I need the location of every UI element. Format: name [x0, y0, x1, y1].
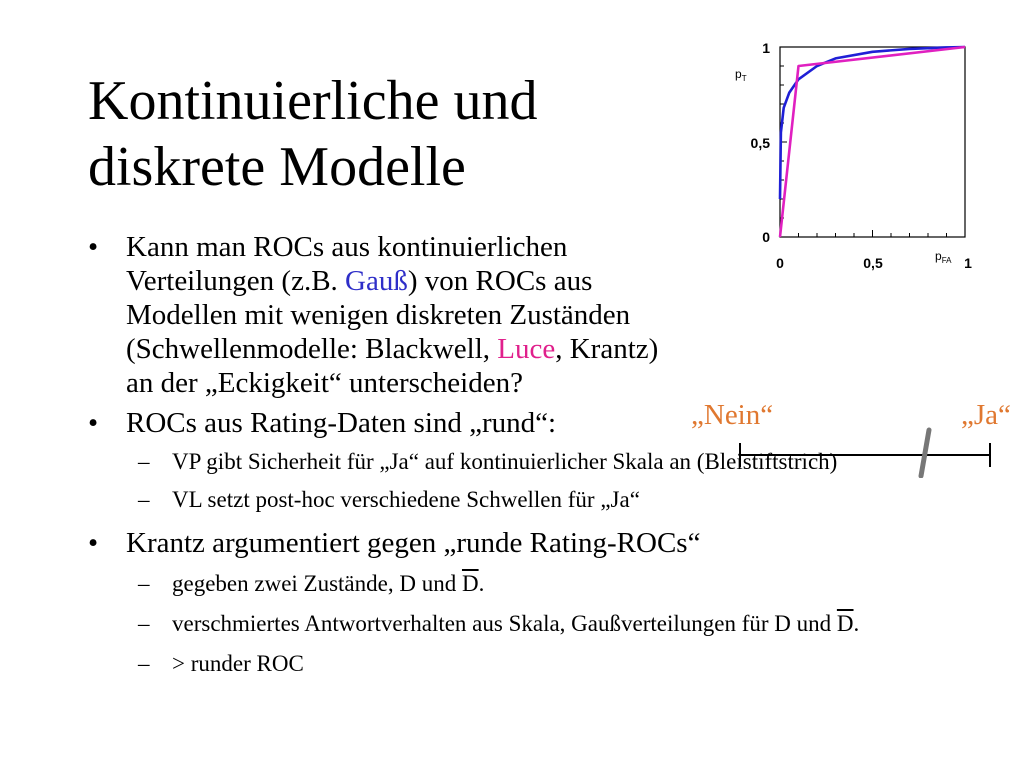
sub-dash: –: [138, 651, 150, 676]
bullet-dot: •: [88, 231, 99, 263]
bullet-3-text: Krantz argumentiert gegen „runde Rating-ROCs“: [126, 527, 701, 559]
bullet-3-sub-2-pre: verschmiertes Antwortverhalten aus Skala, Gaußverteilungen für D und: [172, 611, 837, 636]
chart-ticks: [780, 47, 965, 237]
bullet-1-line-4: [126, 332, 988, 366]
bullet-1-line-2-pre: Verteilungen (z.B.: [126, 265, 346, 297]
bullet-3: [88, 526, 988, 560]
bullet-3-sub-1: [88, 570, 988, 598]
y-axis-label-main: p: [735, 67, 742, 81]
bullet-3-sub-2-post: .: [853, 611, 860, 636]
bullet-1-line-4-post: , Krantz): [555, 333, 659, 365]
sub-dash: –: [138, 449, 150, 474]
scale-label-nein: „Nein“: [691, 399, 774, 431]
bullet-3-sub-2: [88, 610, 988, 638]
chart-series: [780, 47, 965, 237]
slide-title: [88, 68, 537, 200]
title-line-1: Kontinuierliche und: [88, 70, 538, 132]
pencil-mark: [921, 430, 929, 476]
scale-graphic: [680, 398, 1020, 478]
rating-scale: [680, 398, 1020, 478]
bullet-1-line-3: Modellen mit wenigen diskreten Zuständen: [126, 299, 631, 331]
x-tick-label-1: 1: [964, 255, 972, 271]
x-tick-label-0: 0: [776, 255, 784, 271]
gauss-term: Gauß: [345, 265, 408, 297]
bullet-3-sub-1-pre: gegeben zwei Zustände, D und: [172, 571, 462, 596]
d-bar-symbol: $\overline{D}$: [461, 571, 479, 596]
bullet-dot: •: [88, 407, 99, 439]
y-axis-label: [735, 67, 747, 83]
bullet-2-sub-2-text: VL setzt post-hoc verschiedene Schwellen für „Ja“: [172, 487, 640, 512]
x-axis-label-main: p: [935, 249, 942, 263]
bullet-1-line-1: Kann man ROCs aus kontinuierlichen: [126, 231, 568, 263]
luce-term: Luce: [497, 333, 556, 365]
bullet-3-sub-3-text: > runder ROC: [172, 651, 304, 676]
bullet-1-line-2-post: ) von ROCs aus: [407, 265, 593, 297]
sub-dash: –: [138, 487, 150, 512]
bullet-3-sub-3: [88, 650, 988, 678]
series-line-1: [780, 47, 965, 199]
sub-dash: –: [138, 571, 150, 596]
bullet-1: [88, 230, 988, 400]
title-line-2: diskrete Modelle: [88, 136, 466, 198]
bullet-1-line-5: an der „Eckigkeit“ unterscheiden?: [126, 367, 523, 399]
bullet-2-sub-2: [88, 486, 988, 514]
chart-frame: [780, 47, 965, 237]
y-tick-label-0: 0: [762, 229, 770, 245]
bullet-3-sub-1-post: .: [478, 571, 485, 596]
series-line-2: [780, 47, 965, 237]
y-tick-label-05: 0,5: [750, 135, 770, 151]
bullet-1-line-4-pre: (Schwellenmodelle: Blackwell,: [126, 333, 498, 365]
y-axis-label-sub: T: [741, 74, 747, 83]
x-axis-label-sub: FA: [941, 256, 952, 265]
d-bar-symbol: $\overline{D}$: [836, 611, 854, 636]
x-tick-label-05: 0,5: [863, 255, 883, 271]
bullet-dot: •: [88, 527, 99, 559]
sub-dash: –: [138, 611, 150, 636]
bullet-2-text: ROCs aus Rating-Daten sind „rund“:: [126, 407, 557, 439]
bullet-2-sub-1-text: VP gibt Sicherheit für „Ja“ auf kontinuierlicher Skala an (Bleistiftstrich): [172, 449, 838, 474]
bullet-1-line-2: [126, 264, 988, 298]
chart-axes-box: [780, 47, 965, 237]
scale-label-ja: „Ja“: [961, 399, 1011, 431]
y-tick-label-1: 1: [762, 40, 770, 56]
